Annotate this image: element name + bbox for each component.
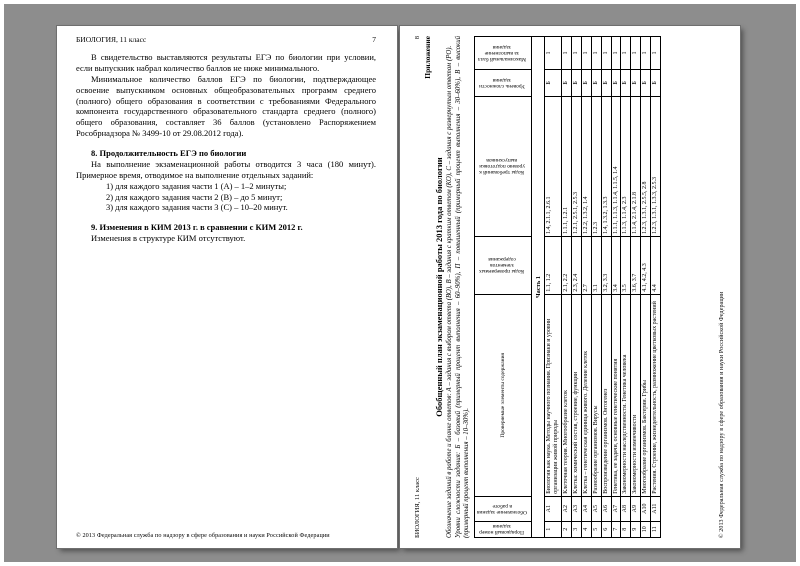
cell-designation: А7 [611,496,621,521]
cell-content-element: Клеточная теория. Многообразие клеток [562,294,572,496]
cell-requirement-codes: 1.2.1, 2.5.1, 2.5.3 [572,96,582,236]
cell-content-element: Клетка – генетическая единица живого. Деление клеток [581,294,591,496]
col-header-content-codes: Коды проверяемых элементов содержания [475,237,532,295]
cell-difficulty-level: Б [562,70,572,97]
appendix-label: Приложение [423,36,432,79]
cell-designation: А6 [601,496,611,521]
cell-difficulty-level: Б [572,70,582,97]
page-7-running-header [76,35,376,44]
timing-list-item: 1) для каждого задания части 1 (А) – 1–2 минуты; [106,180,287,191]
table-row [611,37,621,538]
cell-designation: А11 [651,496,661,521]
page-8-running-header [414,36,421,538]
cell-order-number: 8 [621,521,631,537]
page-8-footer: © 2013 Федеральная служба по надзору в сфере образования и науки Российской Федерации [719,291,725,538]
header-subject-title: БИОЛОГИЯ, 11 класс [76,35,147,44]
page-7 [57,26,397,548]
table-row [581,37,591,538]
cell-content-codes: 4.1, 4.2, 4.3 [641,237,651,295]
table-row [591,37,601,538]
cell-requirement-codes: 1.4, 1.3.2, 1.3.3 [601,96,611,236]
cell-designation: А4 [581,496,591,521]
cell-max-score: 1 [631,37,641,70]
cell-order-number: 3 [572,521,582,537]
section-8-intro: На выполнение экзаменационной работы отводится 3 часа (180 минут). Примерное время, отводимое на выполнение отдельных заданий: [76,158,376,180]
cell-content-element: Воспроизведение организмов. Онтогенез [601,294,611,496]
page-number-7: 7 [372,35,376,44]
cell-difficulty-level: Б [591,70,601,97]
cell-requirement-codes: 1.1.3, 1.1.4, 2.3 [621,96,631,236]
timing-list [76,181,376,214]
cell-content-element: Многообразие организмов. Бактерии. Грибы [641,294,651,496]
cell-max-score: 1 [562,37,572,70]
cell-max-score: 1 [545,37,562,70]
table-header-row [475,37,532,538]
cell-requirement-codes: 1.1.1, 1.2.1 [562,96,572,236]
col-header-order-number: Порядковый номер задания [475,521,532,537]
paragraph-min-score: Минимальное количество баллов ЕГЭ по биологии, подтверждающее освоение выпускником основных общеобразовательных программ среднего (полного) общего образования в соответствии с требованиями Федерального компонента государственного образовательного стандарта среднего (полного) общего образования, составляет 36 баллов (установлено Распоряжением Рособрнадзора № 3499-10 от 29.08.2012 года). [76,73,376,139]
table-row [572,37,582,538]
cell-requirement-codes: 1.2.2, 1.3.2, 1.4 [581,96,591,236]
cell-content-codes: 2.7 [581,237,591,295]
cell-designation: А10 [641,496,651,521]
page-7-footer: © 2013 Федеральная служба по надзору в сфере образования и науки Российской Федерации [76,532,330,539]
part-1-label: Часть 1 [532,37,545,538]
cell-content-codes: 4.4 [651,237,661,295]
table-row [651,37,661,538]
cell-difficulty-level: Б [641,70,651,97]
cell-requirement-codes: 1.2.3 [591,96,601,236]
table-row [641,37,651,538]
cell-content-element: Клетка: химический состав, строение, функции [572,294,582,496]
cell-order-number: 9 [631,521,641,537]
page-7-content [76,35,376,539]
cell-max-score: 1 [572,37,582,70]
cell-content-element: Биология как наука. Методы научного познания. Признаки и уровни организации живой природы [545,294,562,496]
timing-list-item: 2) для каждого задания части 2 (В) – до 5 минут; [106,191,283,202]
cell-content-element: Разнообразие организмов. Вирусы [591,294,601,496]
cell-content-element: Закономерности наследственности. Генетика человека [621,294,631,496]
section-9-heading: 9. Изменения в КИМ 2013 г. в сравнении с КИМ 2012 г. [91,222,303,233]
cell-content-element: Растения. Строение, жизнедеятельность, размножение цветковых растений [651,294,661,496]
cell-content-codes: 3.4 [611,237,621,295]
page-8 [400,26,740,548]
cell-max-score: 1 [641,37,651,70]
cell-max-score: 1 [591,37,601,70]
cell-order-number: 11 [651,521,661,537]
cell-designation: А9 [631,496,641,521]
table-row [631,37,641,538]
cell-requirement-codes: 1.1.4, 2.1.4, 2.1.8 [631,96,641,236]
cell-difficulty-level: Б [621,70,631,97]
col-header-difficulty: Уровень сложности задания [475,70,532,97]
cell-order-number: 6 [601,521,611,537]
cell-designation: А3 [572,496,582,521]
cell-content-codes: 1.1, 1.2 [545,237,562,295]
cell-order-number: 7 [611,521,621,537]
cell-content-codes: 3.1 [591,237,601,295]
cell-difficulty-level: Б [611,70,621,97]
cell-order-number: 4 [581,521,591,537]
cell-difficulty-level: Б [601,70,611,97]
cell-requirement-codes: 1.4, 2.1.1, 2.6.1 [545,96,562,236]
cell-order-number: 2 [562,521,572,537]
cell-content-codes: 3.2, 3.3 [601,237,611,295]
cell-max-score: 1 [651,37,661,70]
table-row [621,37,631,538]
paragraph-certificate: В свидетельство выставляются результаты ЕГЭ по биологии при условии, если выпускник набрал количество баллов не ниже минимального. [76,52,376,73]
cell-designation: А2 [562,496,572,521]
cell-requirement-codes: 1.1.1, 1.1.3, 1.1.4, 1.1.5, 1.4 [611,96,621,236]
cell-content-element: Закономерности изменчивости [631,294,641,496]
designations-note: Обозначение заданий в работе и бланке ответов: А – задания с выбором ответа (ВО), В – задания с кратким ответом (КО), С – задания с развернутым ответом (РО). [446,45,453,538]
cell-max-score: 1 [611,37,621,70]
cell-max-score: 1 [581,37,591,70]
cell-order-number: 10 [641,521,651,537]
timing-list-item: 3) для каждого задания части 3 (С) – 10–20 минут. [106,202,288,213]
cell-designation: А1 [545,496,562,521]
cell-difficulty-level: Б [651,70,661,97]
cell-content-codes: 2.3, 2.4 [572,237,582,295]
cell-content-codes: 3.5 [621,237,631,295]
cell-content-codes: 3.6, 3.7 [631,237,641,295]
cell-difficulty-level: Б [545,70,562,97]
difficulty-levels-note: Уровни сложности задания: Б – базовый (примерный процент выполнения – 60–90%), П – повышенный (примерный процент выполнения – 30–60%), В – высокий (примерный процент выполнения – 10–30%). [455,36,471,538]
cell-difficulty-level: Б [631,70,641,97]
cell-designation: А5 [591,496,601,521]
page-number-8: 8 [414,36,421,40]
exam-plan-title: Обобщенный план экзаменационной работы 2013 года по биологии [434,157,444,417]
col-header-designation: Обозначение задания в работе [475,496,532,521]
table-row [562,37,572,538]
cell-requirement-codes: 1.2.3, 1.3.1, 1.3.3, 2.5.3 [651,96,661,236]
cell-max-score: 1 [601,37,611,70]
cell-order-number: 1 [545,521,562,537]
cell-requirement-codes: 1.2.3, 1.3.1, 2.5.5, 2.8 [641,96,651,236]
plan-table-body [532,37,661,538]
cell-designation: А8 [621,496,631,521]
cell-difficulty-level: Б [581,70,591,97]
cell-order-number: 5 [591,521,601,537]
col-header-max-score: Максимальный балл за выполнение задания [475,37,532,70]
cell-max-score: 1 [621,37,631,70]
page-8-rotated-content [414,36,725,538]
exam-plan-table [474,36,661,538]
section-8-heading: 8. Продолжительность ЕГЭ по биологии [91,148,247,158]
cell-content-codes: 2.1, 2.2 [562,237,572,295]
table-row [601,37,611,538]
part-1-section-row [532,37,545,538]
col-header-content-elements: Проверяемые элементы содержания [475,294,532,496]
section-9-body: Изменения в структуре КИМ отсутствуют. [91,233,246,244]
table-row [545,37,562,538]
header-subject-title: БИОЛОГИЯ, 11 класс [414,477,421,538]
col-header-requirement-codes: Коды требований к уровню подготовки выпускников [475,96,532,236]
viewer-background [4,4,796,562]
cell-content-element: Генетика, ее задачи, основные генетические понятия [611,294,621,496]
